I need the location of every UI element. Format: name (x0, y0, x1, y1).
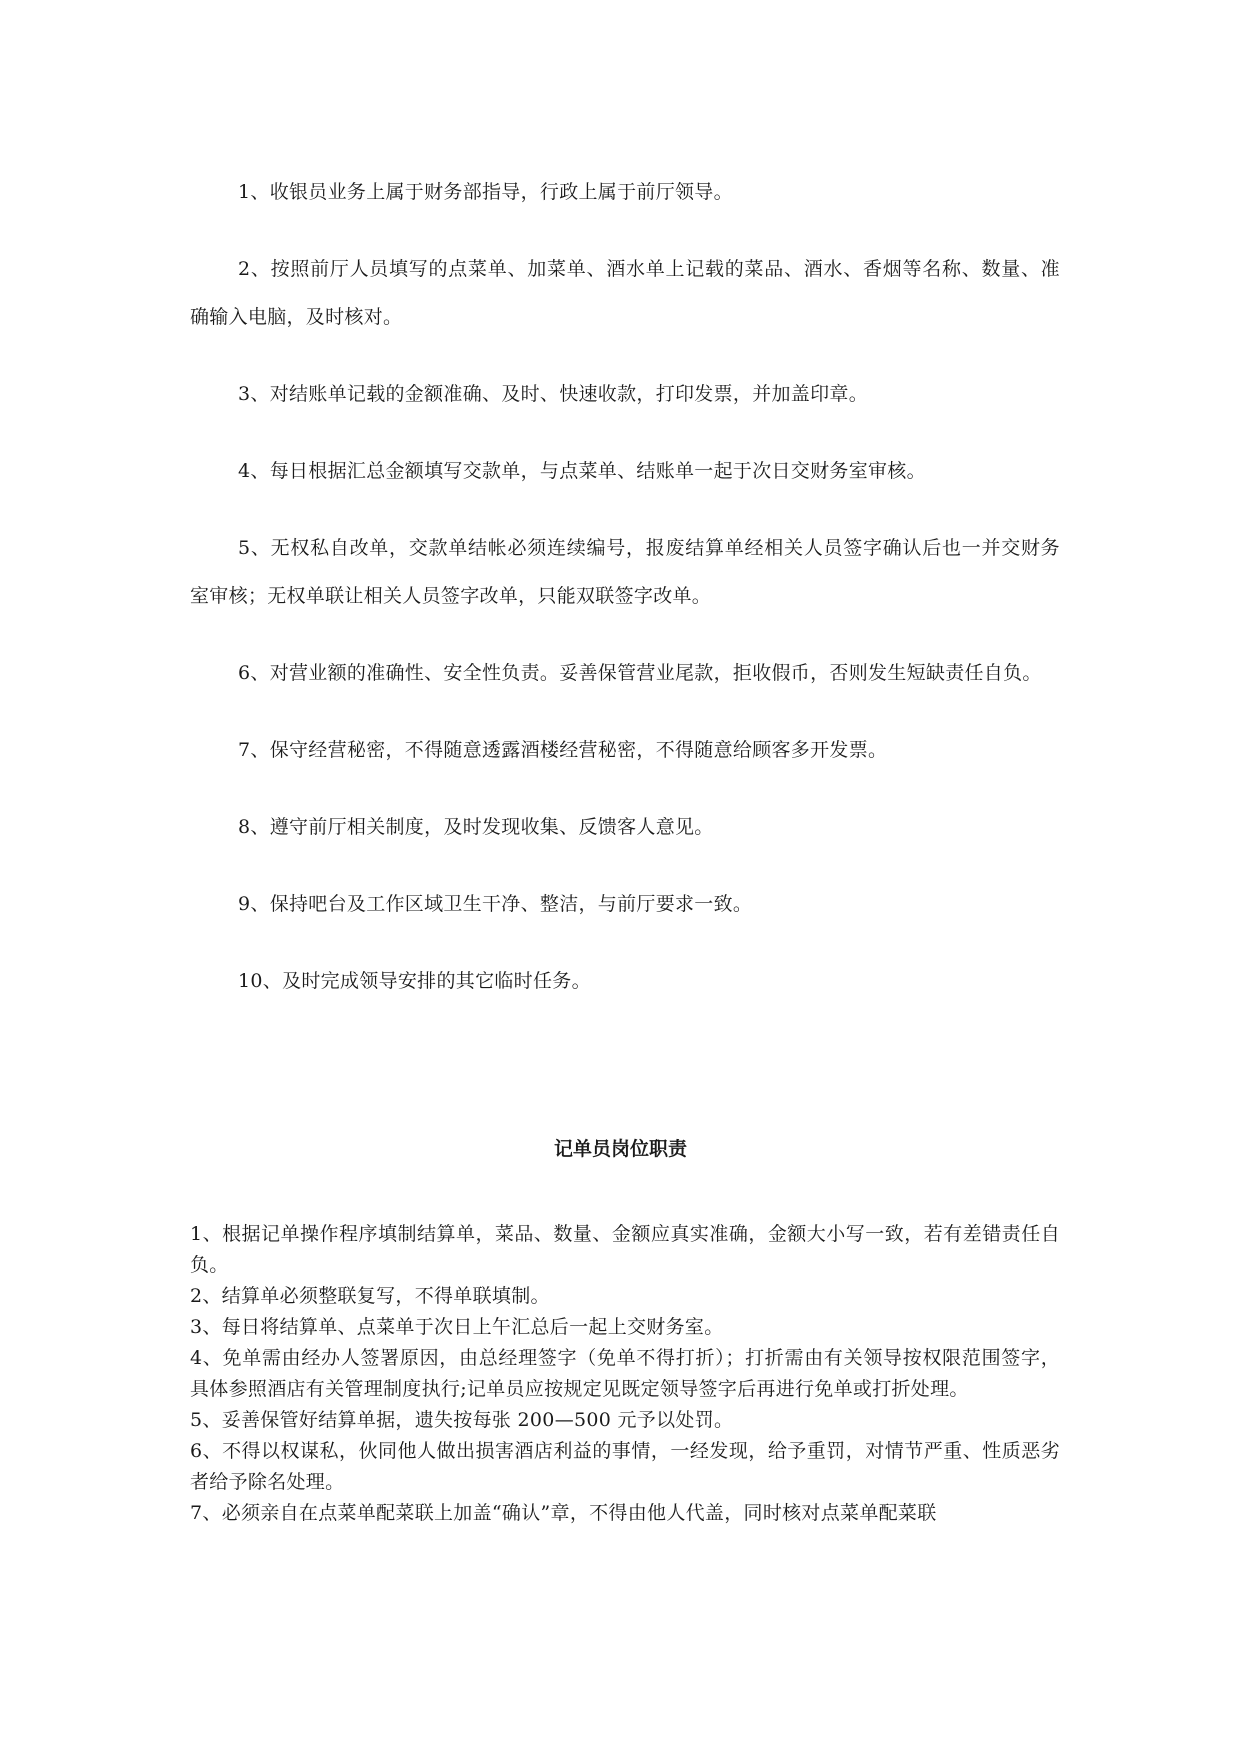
recorder-duties-section (190, 1219, 1060, 1529)
duty-item: 1、收银员业务上属于财务部指导，行政上属于前厅领导。 (238, 181, 733, 203)
duty-item: 9、保持吧台及工作区域卫生干净、整洁，与前厅要求一致。 (238, 893, 753, 915)
cashier-duties-section (190, 168, 1060, 1034)
duty-item: 6、对营业额的准确性、安全性负责。妥善保管营业尾款，拒收假币，否则发生短缺责任自负。 (238, 662, 1042, 684)
duty-item: 5、妥善保管好结算单据，遗失按每张 200—500 元予以处罚。 (190, 1409, 734, 1431)
duty-item: 3、对结账单记载的金额准确、及时、快速收款，打印发票，并加盖印章。 (238, 383, 868, 405)
section-title: 记单员岗位职责 (553, 1138, 687, 1160)
duty-item: 7、必须亲自在点菜单配菜联上加盖“确认”章，不得由他人代盖，同时核对点菜单配菜联 (190, 1502, 937, 1524)
duty-item: 6、不得以权谋私，伙同他人做出损害酒店利益的事情，一经发现，给予重罚，对情节严重、性质恶劣者给予除名处理。 (190, 1440, 1060, 1493)
duty-item: 3、每日将结算单、点菜单于次日上午汇总后一起上交财务室。 (190, 1316, 724, 1338)
duty-item: 2、结算单必须整联复写，不得单联填制。 (190, 1285, 550, 1307)
duty-item: 10、及时完成领导安排的其它临时任务。 (238, 970, 591, 992)
duty-item: 2、按照前厅人员填写的点菜单、加菜单、酒水单上记载的菜品、酒水、香烟等名称、数量、准确输入电脑，及时核对。 (190, 258, 1060, 328)
duty-item: 8、遵守前厅相关制度，及时发现收集、反馈客人意见。 (238, 816, 714, 838)
duty-item: 5、无权私自改单，交款单结帐必须连续编号，报废结算单经相关人员签字确认后也一并交财务室审核；无权单联让相关人员签字改单，只能双联签字改单。 (190, 537, 1060, 607)
duty-item: 4、免单需由经办人签署原因，由总经理签字（免单不得打折）；打折需由有关领导按权限范围签字，具体参照酒店有关管理制度执行;记单员应按规定见既定领导签字后再进行免单或打折处理。 (190, 1347, 1060, 1400)
duty-item: 1、根据记单操作程序填制结算单，菜品、数量、金额应真实准确，金额大小写一致，若有差错责任自负。 (190, 1223, 1060, 1276)
duty-item: 7、保守经营秘密，不得随意透露酒楼经营秘密，不得随意给顾客多开发票。 (238, 739, 888, 761)
duty-item: 4、每日根据汇总金额填写交款单，与点菜单、结账单一起于次日交财务室审核。 (238, 460, 926, 482)
